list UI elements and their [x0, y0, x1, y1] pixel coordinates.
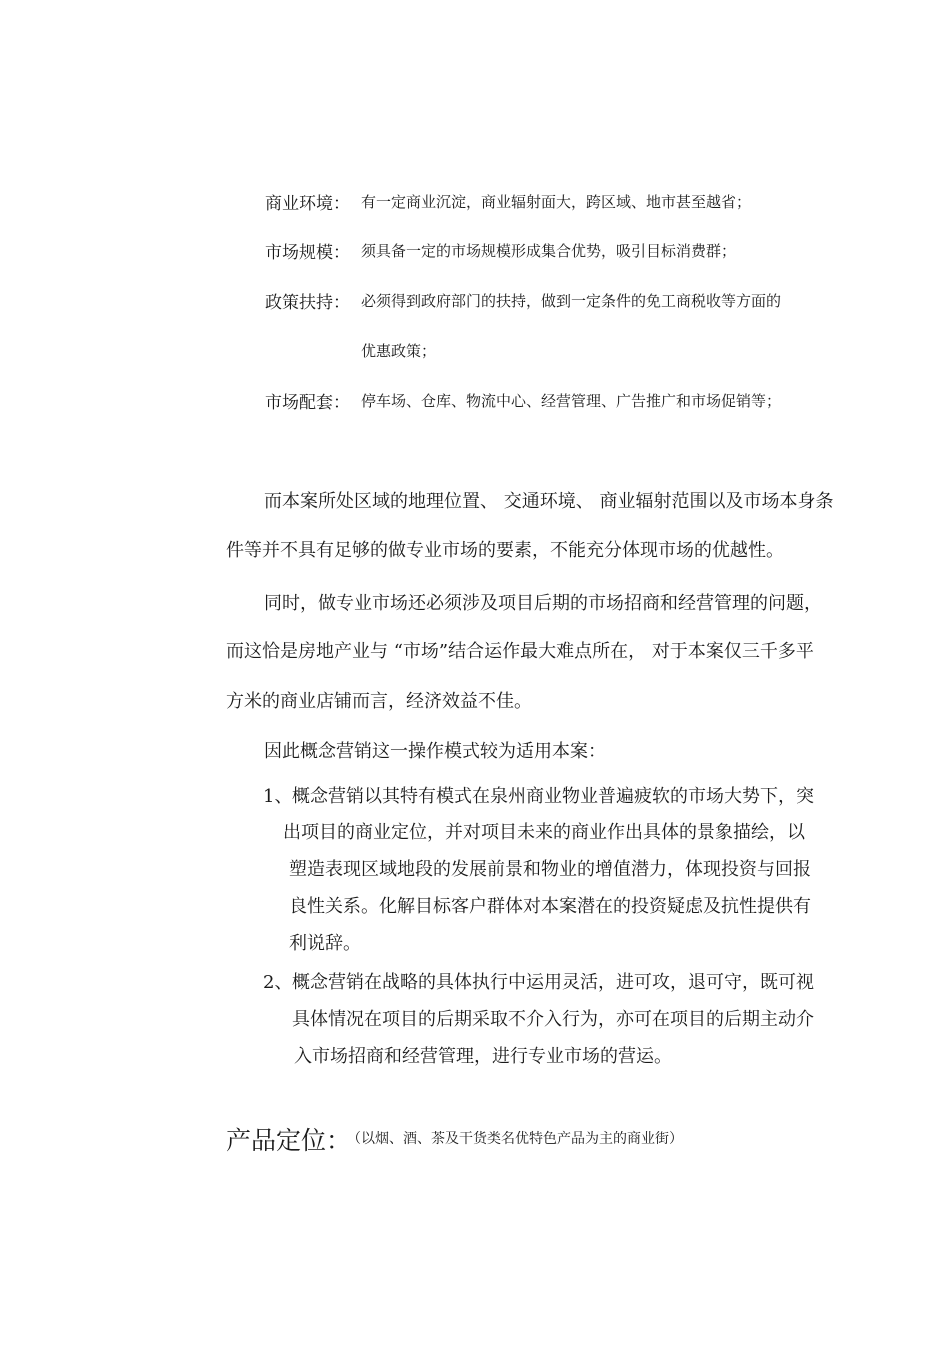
list-number: 2、 [263, 972, 293, 993]
paragraph-line: 方米的商业店铺而言，经济效益不佳。 [226, 691, 532, 712]
list-item-line: 概念营销以其特有模式在泉州商业物业普遍疲软的市场大势下，突 [292, 786, 814, 807]
list-item-line: 利说辞。 [289, 933, 361, 954]
paragraph-concept-marketing-intro: 因此概念营销这一操作模式较为适用本案： [264, 741, 606, 762]
paragraph-line: 同时，做专业市场还必须涉及项目后期的市场招商和经营管理的问题， [264, 593, 822, 614]
paragraph-line: 件等并不具有足够的做专业市场的要素，不能充分体现市场的优越性。 [226, 540, 784, 561]
paragraph-line: 而本案所处区域的地理位置、 交通环境、 商业辐射范围以及市场本身条 [264, 491, 834, 512]
paragraph-line: 而这恰是房地产业与 “市场”结合运作最大难点所在， 对于本案仅三千多平 [226, 641, 814, 662]
requirement-label-policy-support: 政策扶持： [265, 293, 350, 313]
list-item-line: 塑造表现区域地段的发展前景和物业的增值潜力，体现投资与回报 [289, 859, 811, 880]
requirement-label-market-facilities: 市场配套： [265, 393, 350, 413]
section-heading-product-positioning: 产品定位： [226, 1126, 352, 1155]
list-item-line: 概念营销在战略的具体执行中运用灵活，进可攻，退可守，既可视 [292, 972, 814, 993]
requirement-label-business-environment: 商业环境： [265, 194, 350, 214]
list-item-line: 具体情况在项目的后期采取不介入行为，亦可在项目的后期主动介 [292, 1009, 814, 1030]
section-heading-note: （以烟、酒、茶及干货类名优特色产品为主的商业街） [347, 1131, 683, 1147]
list-item-line: 良性关系。化解目标客户群体对本案潜在的投资疑虑及抗性提供有 [289, 896, 811, 917]
requirement-text-policy-support-continuation: 优惠政策； [361, 342, 437, 360]
list-item-line: 入市场招商和经营管理，进行专业市场的营运。 [294, 1046, 672, 1067]
requirement-label-market-scale: 市场规模： [265, 243, 350, 263]
requirement-text-market-facilities: 停车场、仓库、物流中心、经营管理、广告推广和市场促销等； [361, 392, 782, 410]
list-item-line: 出项目的商业定位，并对项目未来的商业作出具体的景象描绘，以 [283, 822, 805, 843]
requirement-text-market-scale: 须具备一定的市场规模形成集合优势，吸引目标消费群； [361, 242, 737, 260]
requirement-text-policy-support: 必须得到政府部门的扶持，做到一定条件的免工商税收等方面的 [361, 292, 782, 310]
requirement-text-business-environment: 有一定商业沉淀，商业辐射面大，跨区域、地市甚至越省； [361, 193, 752, 211]
list-number: 1、 [263, 786, 293, 807]
